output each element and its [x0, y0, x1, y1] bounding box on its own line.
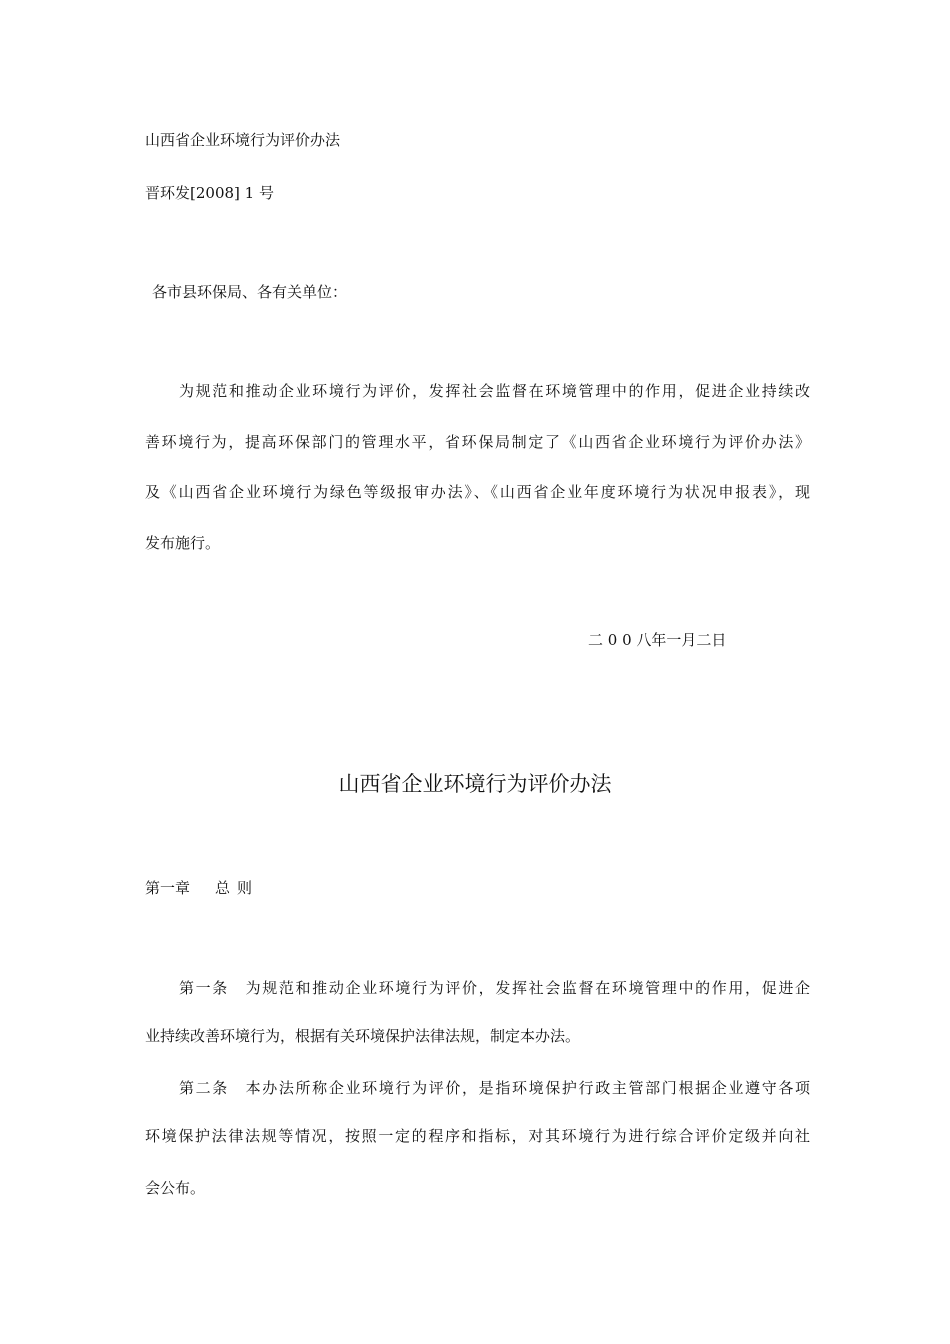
- chapter-number: 第一章: [145, 879, 191, 897]
- notice-body-line: 及《山西省企业环境行为绿色等级报审办法》、《山西省企业年度环境行为状况申报表》，现: [145, 483, 810, 501]
- article-2-line: 会公布。: [145, 1179, 206, 1197]
- chapter-name-part: 总: [215, 879, 231, 897]
- document-number: 晋环发[2008] 1 号: [145, 184, 274, 202]
- notice-title: 山西省企业环境行为评价办法: [145, 131, 341, 149]
- regulation-title: 山西省企业环境行为评价办法: [338, 772, 612, 796]
- chapter-heading: [145, 878, 252, 898]
- notice-body-line: 发布施行。: [145, 534, 221, 552]
- notice-body-line: 为规范和推动企业环境行为评价，发挥社会监督在环境管理中的作用，促进企业持续改: [179, 382, 810, 400]
- chapter-name-part: 则: [237, 879, 253, 897]
- article-1-line: 业持续改善环境行为，根据有关环境保护法律法规，制定本办法。: [145, 1027, 581, 1045]
- notice-date: 二 0 0 八年一月二日: [588, 631, 727, 649]
- notice-body-line: 善环境行为，提高环保部门的管理水平，省环保局制定了《山西省企业环境行为评价办法》: [145, 433, 810, 451]
- article-2-line: 环境保护法律法规等情况，按照一定的程序和指标，对其环境行为进行综合评价定级并向社: [145, 1127, 810, 1145]
- article-1-line: 第一条 为规范和推动企业环境行为评价，发挥社会监督在环境管理中的作用，促进企: [179, 979, 810, 997]
- article-2-line: 第二条 本办法所称企业环境行为评价，是指环境保护行政主管部门根据企业遵守各项: [179, 1079, 810, 1097]
- recipients-line: 各市县环保局、各有关单位：: [152, 283, 348, 301]
